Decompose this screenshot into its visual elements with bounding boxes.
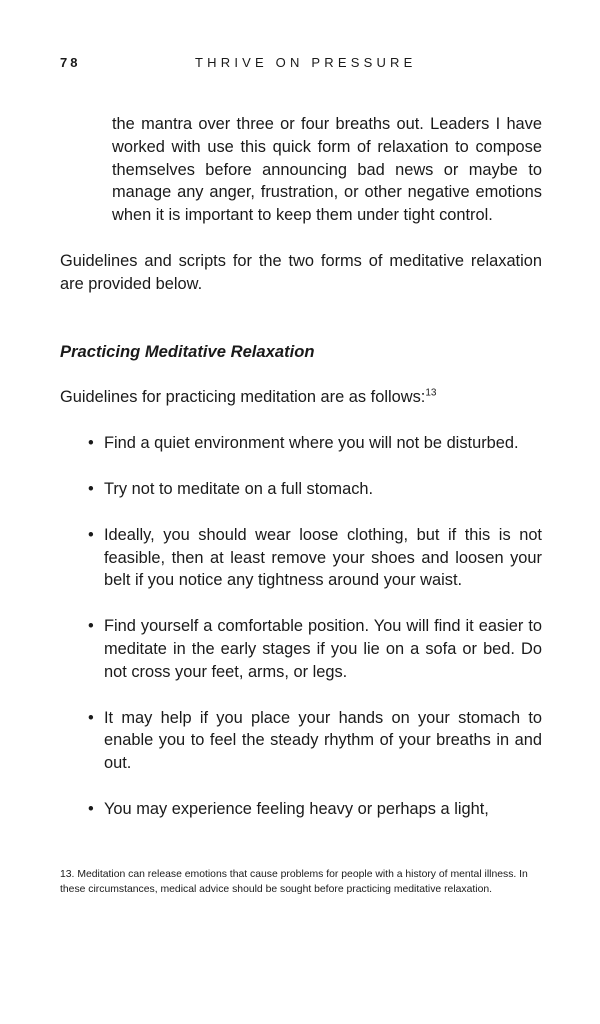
body-text — [60, 113, 542, 821]
paragraph: Guidelines and scripts for the two forms of meditative relaxation are provided below. — [60, 251, 542, 293]
bullet-icon: • — [88, 479, 94, 498]
guidelines-list — [60, 432, 542, 821]
section-intro — [60, 386, 542, 409]
section-heading: Practicing Meditative Relaxation — [60, 341, 315, 361]
list-item — [60, 798, 542, 821]
bullet-icon: • — [88, 525, 94, 544]
list-item — [60, 478, 542, 501]
running-header — [60, 55, 542, 75]
footnote: 13. Meditation can release emotions that cause problems for people with a history of mental illness. In these circumstances, medical advice should be sought before practicing meditative relaxation. — [60, 869, 528, 895]
list-item — [60, 707, 542, 775]
list-item-text: You may experience feeling heavy or perhaps a light, — [104, 799, 489, 818]
section-intro-text: Guidelines for practicing meditation are as follows: — [60, 388, 426, 407]
list-item — [60, 524, 542, 592]
page-number: 78 — [60, 55, 81, 70]
indented-paragraph: the mantra over three or four breaths out. Leaders I have worked with use this quick form of relaxation to compose themselves before announcing bad news or maybe to manage any anger, frustration, or other negative emotions when it is important to keep them under tight control. — [112, 115, 542, 225]
list-item-text: Try not to meditate on a full stomach. — [104, 479, 374, 498]
list-item-text: Find yourself a comfortable position. You will find it easier to meditate in the early stages if you lie on a sofa or bed. Do not cross your feet, arms, or legs. — [104, 617, 542, 681]
footnote-reference: 13 — [425, 387, 437, 399]
bullet-icon: • — [88, 617, 94, 636]
running-title: THRIVE ON PRESSURE — [195, 55, 417, 70]
list-item — [60, 615, 542, 683]
bullet-icon: • — [88, 799, 94, 818]
list-item-text: Ideally, you should wear loose clothing, but if this is not feasible, then at least remove your shoes and loosen your belt if you notice any tightness around your waist. — [104, 525, 542, 590]
bullet-icon: • — [88, 708, 94, 727]
list-item — [60, 432, 542, 455]
list-item-text: It may help if you place your hands on your stomach to enable you to feel the steady rhythm of your breaths in and out. — [104, 708, 542, 773]
list-item-text: Find a quiet environment where you will not be disturbed. — [104, 434, 519, 453]
bullet-icon: • — [88, 434, 94, 453]
